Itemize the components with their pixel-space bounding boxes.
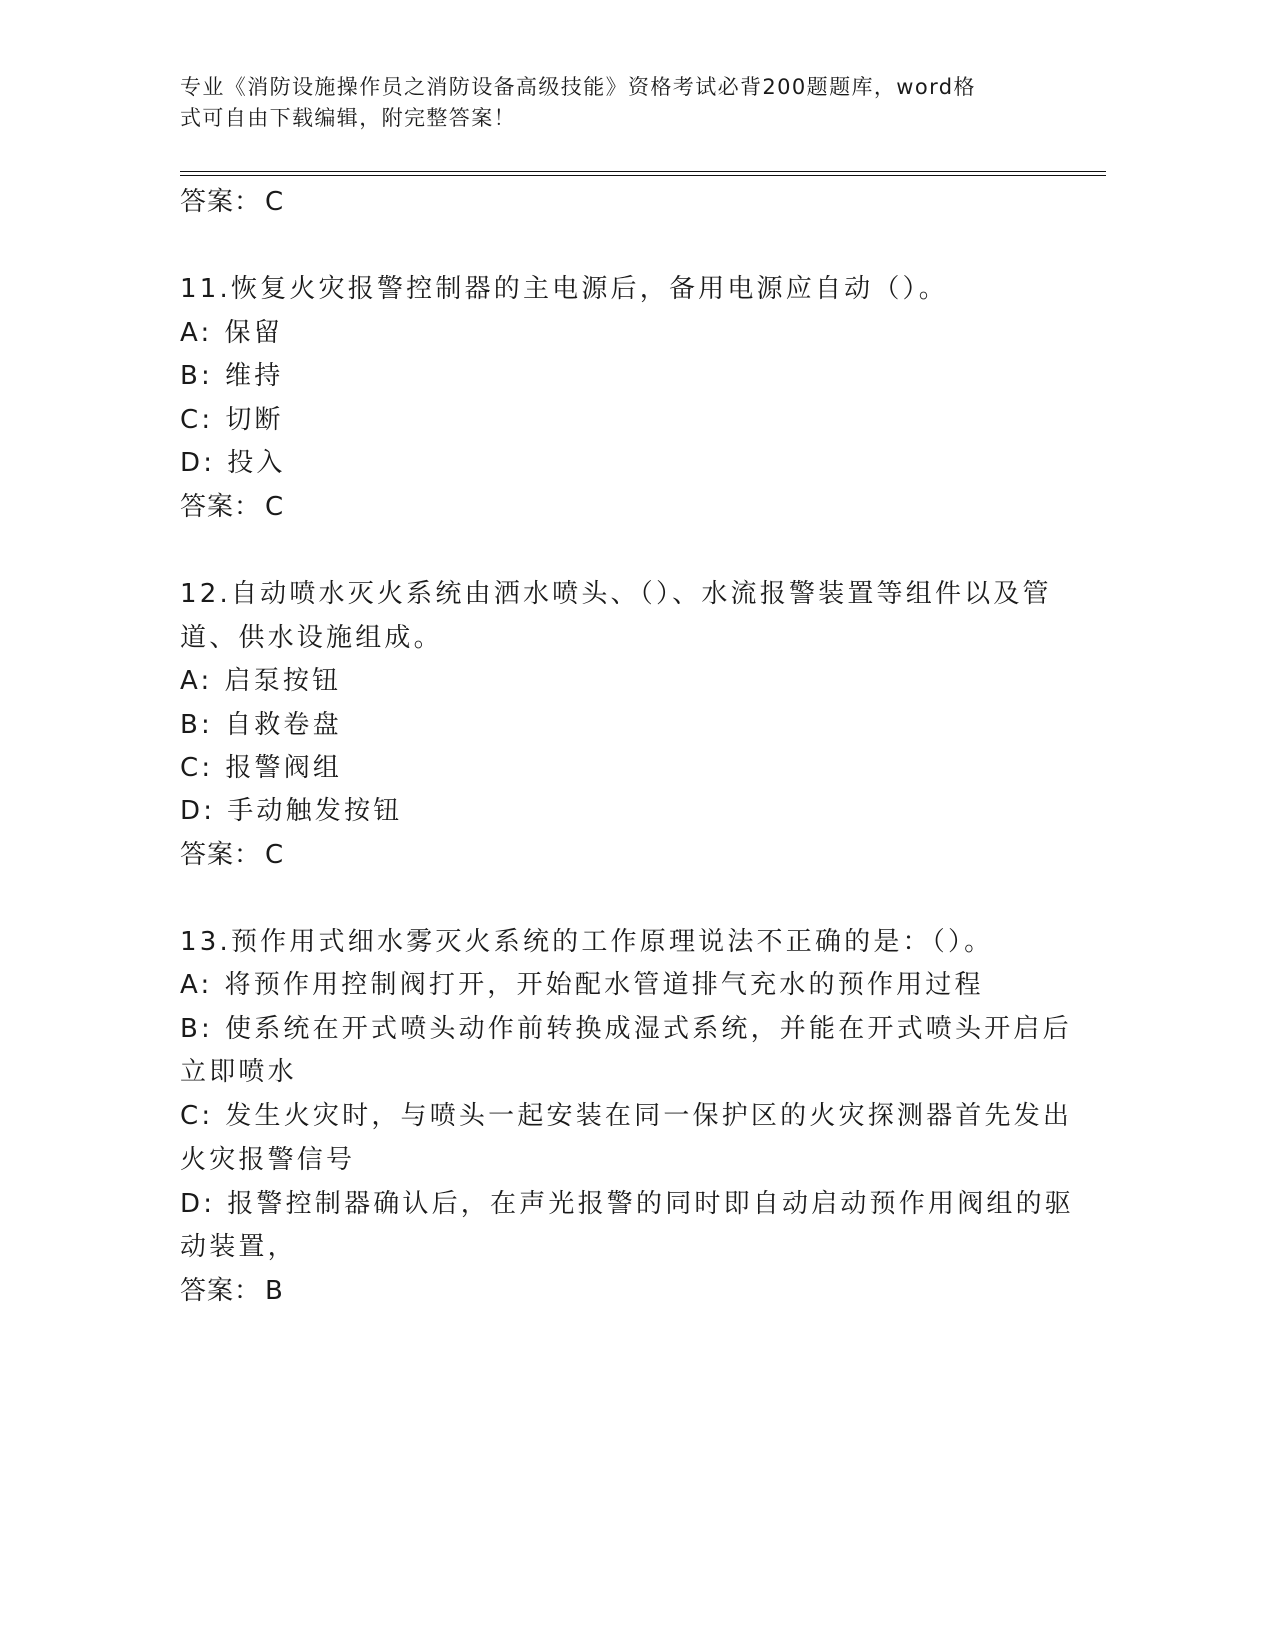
option-text: 手动触发按钮 [227,796,403,826]
question-13-option-d-cont: 动装置， [180,1232,297,1262]
question-11-option-b [180,358,283,394]
answer-value: B [265,1276,284,1306]
option-letter: C: [180,753,214,783]
document-header [180,72,1040,134]
header-line-2: 式可自由下载编辑，附完整答案！ [180,106,516,130]
option-text: 使系统在开式喷头动作前转换成湿式系统，并能在开式喷头开启后 [225,1014,1072,1044]
question-12-option-b [180,707,342,743]
option-letter: C: [180,405,214,435]
option-text: 维持 [225,361,284,391]
header-divider-bottom [180,175,1106,176]
option-letter: D: [180,796,216,826]
question-11-answer [180,489,284,525]
question-11-stem: 11.恢复火灾报警控制器的主电源后，备用电源应自动（）。 [180,274,948,304]
option-letter: B: [180,361,213,391]
question-12-answer [180,837,284,873]
question-11-option-a [180,315,283,351]
prev-answer [180,184,284,220]
option-text: 报警控制器确认后，在声光报警的同时即自动启动预作用阀组的驱 [227,1189,1074,1219]
header-line-1: 专业《消防设施操作员之消防设备高级技能》资格考试必背200题题库，word格 [180,75,976,99]
option-letter: A: [180,318,213,348]
question-13-stem: 13.预作用式细水雾灭火系统的工作原理说法不正确的是：（）。 [180,927,994,957]
answer-value: C [265,840,285,870]
option-letter: C: [180,1101,214,1131]
question-13-option-d [180,1186,1074,1222]
option-letter: D: [180,1189,216,1219]
question-11-option-c [180,402,284,438]
answer-label: 答案： [180,1276,262,1306]
question-13-option-a [180,967,984,1003]
question-11-option-d [180,445,286,481]
option-letter: A: [180,970,213,1000]
answer-label: 答案： [180,840,262,870]
option-letter: A: [180,666,213,696]
question-12-option-a [180,663,341,699]
option-text: 将预作用控制阀打开，开始配水管道排气充水的预作用过程 [224,970,984,1000]
question-12-option-d [180,793,402,829]
option-text: 启泵按钮 [224,666,342,696]
option-text: 保留 [224,318,283,348]
option-letter: B: [180,710,213,740]
question-12-stem-line-1: 12.自动喷水灭火系统由洒水喷头、（）、水流报警装置等组件以及管 [180,579,1052,609]
option-text: 投入 [227,448,286,478]
header-divider-top [180,171,1106,172]
question-13-option-b [180,1011,1072,1047]
question-13-option-b-cont: 立即喷水 [180,1057,297,1087]
question-13-answer [180,1273,284,1309]
question-13-option-c [180,1098,1072,1134]
answer-value: C [265,187,285,217]
option-text: 报警阀组 [225,753,343,783]
question-12-stem-line-2: 道、供水设施组成。 [180,623,443,653]
answer-label: 答案： [180,187,262,217]
option-text: 切断 [225,405,284,435]
answer-value: C [265,492,285,522]
option-text: 发生火灾时，与喷头一起安装在同一保护区的火灾探测器首先发出 [225,1101,1073,1131]
answer-label: 答案： [180,492,262,522]
question-12-option-c [180,750,342,786]
option-letter: B: [180,1014,213,1044]
option-text: 自救卷盘 [225,710,342,740]
question-13-option-c-cont: 火灾报警信号 [180,1145,356,1175]
option-letter: D: [180,448,216,478]
